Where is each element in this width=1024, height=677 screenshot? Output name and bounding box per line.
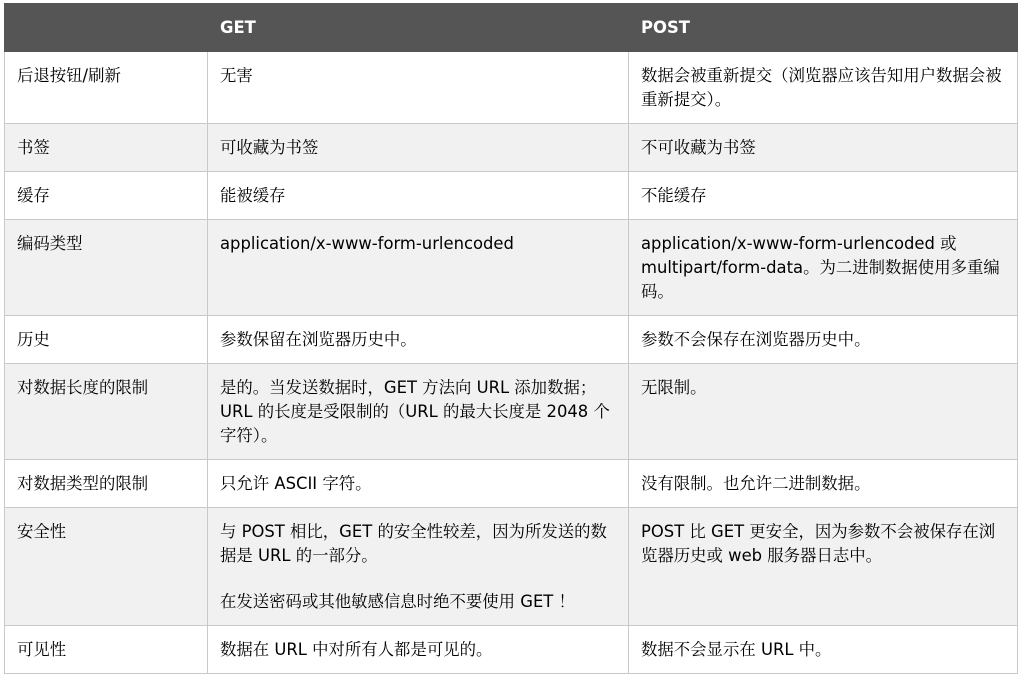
get-cell-text: 能被缓存 [220, 186, 286, 205]
post-cell-text: 不可收藏为书签 [641, 138, 756, 157]
table-row [5, 316, 1018, 364]
get-cell [208, 52, 629, 124]
post-cell [629, 364, 1018, 460]
table-row [5, 364, 1018, 460]
table-row [5, 626, 1018, 674]
post-cell-text: POST 比 GET 更安全，因为参数不会被保存在浏览器历史或 web 服务器日志中。 [641, 522, 996, 565]
feature-cell: 书签 [5, 124, 208, 172]
post-cell [629, 220, 1018, 316]
post-cell-text: 数据会被重新提交（浏览器应该告知用户数据会被重新提交）。 [641, 66, 1002, 109]
feature-cell: 后退按钮/刷新 [5, 52, 208, 124]
feature-cell: 对数据长度的限制 [5, 364, 208, 460]
get-cell [208, 316, 629, 364]
feature-cell: 安全性 [5, 508, 208, 626]
get-cell-text: 与 POST 相比，GET 的安全性较差，因为所发送的数据是 URL 的一部分。 [220, 522, 607, 565]
get-cell-text: 只允许 ASCII 字符。 [220, 474, 372, 493]
feature-cell: 历史 [5, 316, 208, 364]
feature-cell: 编码类型 [5, 220, 208, 316]
post-cell-text: 没有限制。也允许二进制数据。 [641, 474, 871, 493]
get-cell-text: application/x-www-form-urlencoded [220, 234, 514, 253]
post-cell-text: 参数不会保存在浏览器历史中。 [641, 330, 871, 349]
post-cell-text: 数据不会显示在 URL 中。 [641, 640, 832, 659]
post-cell [629, 460, 1018, 508]
get-cell [208, 508, 629, 626]
get-post-comparison-table [4, 3, 1018, 674]
post-cell-text: application/x-www-form-urlencoded 或 multipart/form-data。为二进制数据使用多重编码。 [641, 234, 1000, 301]
post-cell-text: 无限制。 [641, 378, 707, 397]
feature-cell: 对数据类型的限制 [5, 460, 208, 508]
get-cell [208, 626, 629, 674]
post-cell [629, 316, 1018, 364]
post-cell [629, 172, 1018, 220]
feature-cell: 可见性 [5, 626, 208, 674]
table-row [5, 508, 1018, 626]
table-row [5, 460, 1018, 508]
get-cell-text: 无害 [220, 66, 253, 85]
header-post: POST [629, 4, 1018, 52]
header-row [5, 4, 1018, 52]
get-cell-text: 数据在 URL 中对所有人都是可见的。 [220, 640, 493, 659]
get-cell-text: 可收藏为书签 [220, 138, 319, 157]
table-body [5, 52, 1018, 674]
table-row [5, 52, 1018, 124]
get-cell [208, 460, 629, 508]
get-cell [208, 172, 629, 220]
post-cell [629, 626, 1018, 674]
get-cell [208, 124, 629, 172]
table-row [5, 220, 1018, 316]
get-cell [208, 364, 629, 460]
post-cell [629, 52, 1018, 124]
table-row [5, 124, 1018, 172]
post-cell-text: 不能缓存 [641, 186, 707, 205]
header-get: GET [208, 4, 629, 52]
table-header [5, 4, 1018, 52]
post-cell [629, 508, 1018, 626]
post-cell [629, 124, 1018, 172]
get-cell-text: 是的。当发送数据时，GET 方法向 URL 添加数据；URL 的长度是受限制的（URL 的最大长度是 2048 个字符）。 [220, 378, 610, 445]
feature-cell: 缓存 [5, 172, 208, 220]
get-cell-text: 在发送密码或其他敏感信息时绝不要使用 GET ！ [220, 592, 575, 611]
table-row [5, 172, 1018, 220]
get-cell-text: 参数保留在浏览器历史中。 [220, 330, 417, 349]
header-feature [5, 4, 208, 52]
get-cell [208, 220, 629, 316]
